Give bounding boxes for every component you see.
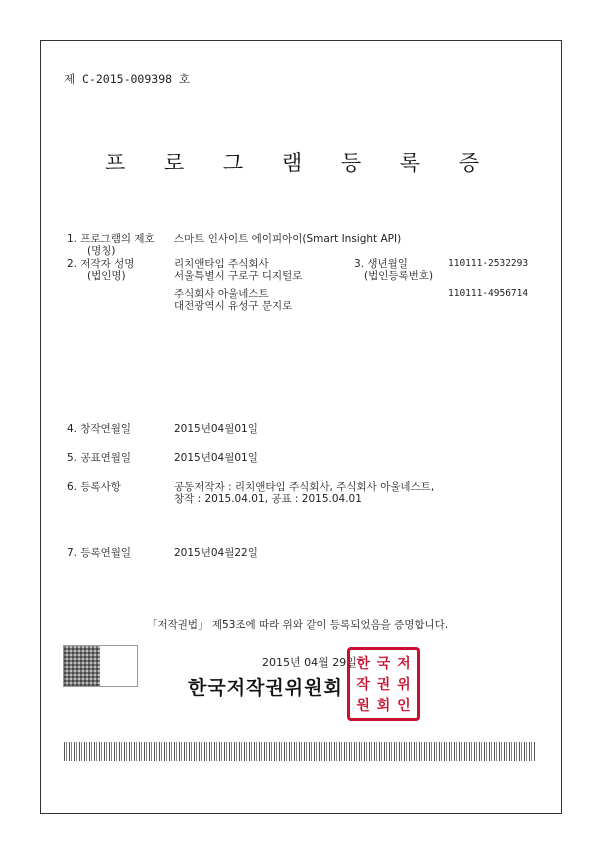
author-a-name: 리치앤타임 주식회사 <box>174 258 269 270</box>
author-a-address: 서울특별시 구로구 디지털로 <box>174 270 303 282</box>
seal-char: 인 <box>397 697 411 714</box>
official-seal-stamp <box>347 647 420 721</box>
document-number: 제 C-2015-009398 호 <box>64 72 191 86</box>
publication-date-value: 2015년04월01일 <box>174 452 258 464</box>
seal-char: 원 <box>356 697 370 714</box>
seal-char: 국 <box>376 656 391 673</box>
seal-char: 작 <box>356 676 370 693</box>
seal-char: 회 <box>376 697 391 714</box>
barcode-blank-area <box>100 646 137 686</box>
certificate-title: 프 로 그 램 등 록 증 <box>104 151 496 175</box>
program-title-value: 스마트 인사이트 에이피아이(Smart Insight API) <box>174 233 402 245</box>
seal-char: 권 <box>376 676 391 693</box>
seal-char: 저 <box>397 656 411 673</box>
registration-details-line1: 공동저작자 : 리치앤타임 주식회사, 주식회사 아울네스트, <box>174 481 435 493</box>
item3-sublabel: (법인등록번호) <box>364 270 434 282</box>
item1-label: 1. 프로그램의 제호 <box>67 233 155 245</box>
item3-label: 3. 생년월일 <box>354 258 408 270</box>
certification-statement: 「저작권법」 제53조에 따라 위와 같이 등록되었음을 증명합니다. <box>147 619 449 631</box>
item6-label: 6. 등록사항 <box>67 481 121 493</box>
item2-label: 2. 저작자 성명 <box>67 258 135 270</box>
issue-date: 2015년 04월 29일 <box>262 656 357 669</box>
seal-char: 한 <box>356 656 370 673</box>
issuer-name: 한국저작권위원회 <box>188 677 343 699</box>
author-b-reg-number: 110111-4956714 <box>448 288 529 299</box>
author-b-address: 대전광역시 유성구 문지로 <box>174 300 293 312</box>
creation-date-value: 2015년04월01일 <box>174 423 258 435</box>
item1-sublabel: (명칭) <box>87 245 116 257</box>
seal-char: 위 <box>397 676 411 693</box>
item7-label: 7. 등록연월일 <box>67 547 132 559</box>
security-barcode-strip <box>64 742 535 761</box>
registration-date-value: 2015년04월22일 <box>174 547 258 559</box>
item2-sublabel: (법인명) <box>87 270 126 282</box>
registration-details-line2: 창작 : 2015.04.01, 공표 : 2015.04.01 <box>174 493 362 505</box>
author-b-name: 주식회사 아울네스트 <box>174 288 269 300</box>
item4-label: 4. 창작연월일 <box>67 423 132 435</box>
author-a-reg-number: 110111-2532293 <box>448 258 529 269</box>
item5-label: 5. 공표연월일 <box>67 452 132 464</box>
